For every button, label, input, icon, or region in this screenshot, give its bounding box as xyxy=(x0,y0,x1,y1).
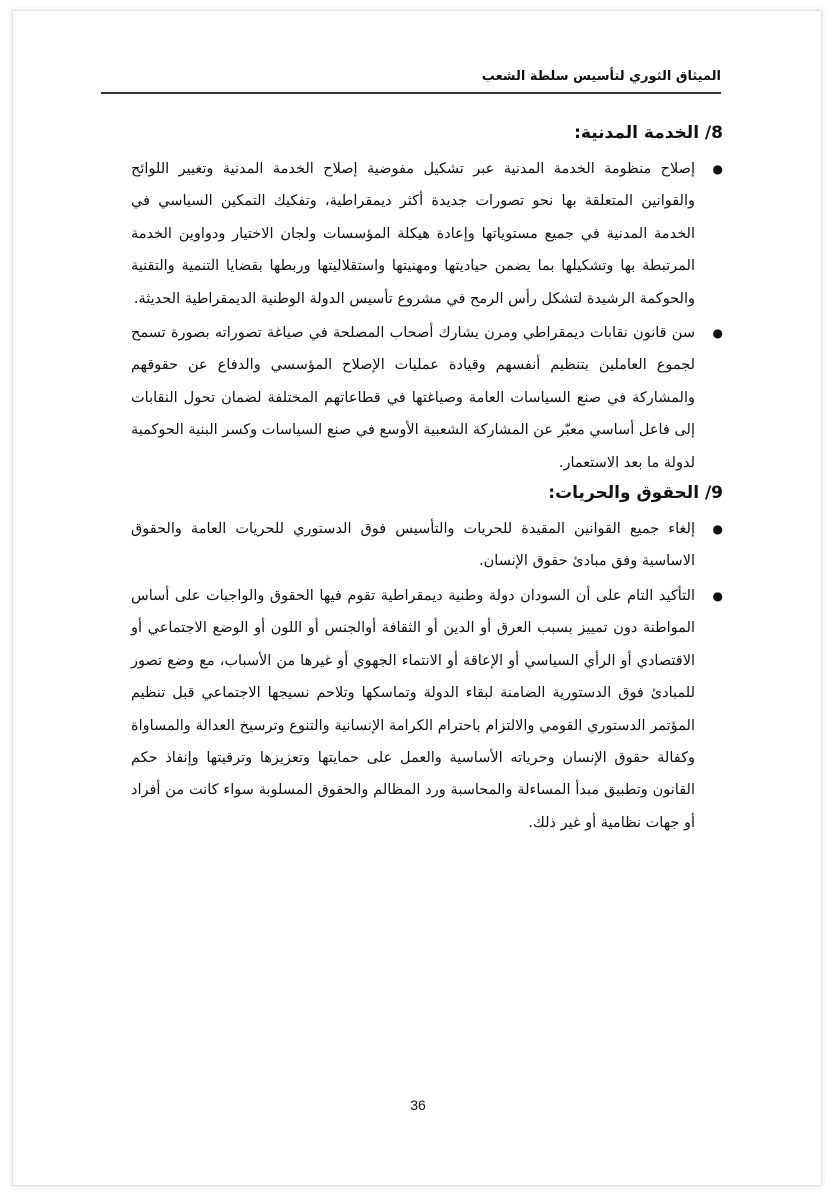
bullet-icon: ● xyxy=(712,522,723,537)
bullet-list xyxy=(131,513,723,839)
list-item-text: التأكيد التام على أن السودان دولة وطنية ديمقراطية تقوم فيها الحقوق والواجبات على أساس المواطنة دون تمييز بسبب العرق أو الدين أو الثقافة أوالجنس أو اللون أو الوضع الاجتماعي أو الاقتصادي أو الرأي السياسي أو الإعاقة أو الانتماء الجهوي أو غيرها من الأسباب، مع وضع تصور للمبادئ فوق الدستورية الضامنة لبقاء الدولة وتماسكها وتلاحم نسيجها الاجتماعي قبل تنظيم المؤتمر الدستوري القومي والالتزام باحترام الكرامة الإنسانية والتنوع وترسيخ العدالة والمساواة وكفالة حقوق الإنسان وحرياته الأساسية والعمل على حمايتها وتعزيزها وترقيتها وإنفاذ حكم القانون وتطبيق مبدأ المساءلة والمحاسبة ورد المظالم والحقوق المسلوبة سواء كانت من أفراد أو جهات نظامية أو غير ذلك. xyxy=(131,587,695,831)
section-civil-service xyxy=(131,123,723,479)
page-body xyxy=(131,123,723,841)
list-item-text: إصلاح منظومة الخدمة المدنية عبر تشكيل مفوضية إصلاح الخدمة المدنية وتغيير اللوائح والقوانين المتعلقة بها نحو تصورات جديدة أكثر ديمقراطية، وتفكيك التمكين السياسي في الخدمة المدنية في جميع مستوياتها وإعادة هيكلة المؤسسات ولجان الاختيار ودواوين الخدمة المرتبطة بها وتشكيلها بما يضمن حياديتها ومهنيتها واستقلاليتها وربطها بقضايا التنمية والتقنية والحوكمة الرشيدة لتشكل رأس الرمح في مشروع تأسيس الدولة الوطنية الديمقراطية الحديثة. xyxy=(131,161,695,307)
list-item-text: سن قانون نقابات ديمقراطي ومرن يشارك أصحاب المصلحة في صياغة تصوراته بصورة تسمح لجموع العاملين بتنظيم أنفسهم وقيادة عمليات الإصلاح المؤسسي والدفاع عن حقوقهم والمشاركة في صنع السياسات العامة وصياغتها في قطاعاتهم المختلفة لضمان تحول النقابات إلى فاعل أساسي معبّر عن المشاركة الشعبية الأوسع في صنع السياسات وكسر البنية الحوكمية لدولة ما بعد الاستعمار. xyxy=(131,325,695,471)
list-item xyxy=(131,317,723,479)
list-item xyxy=(131,580,723,839)
running-header: الميثاق الثوري لتأسيس سلطة الشعب xyxy=(101,69,721,94)
bullet-icon: ● xyxy=(712,326,723,341)
bullet-icon: ● xyxy=(712,162,723,176)
bullet-icon: ● xyxy=(712,588,723,603)
bullet-list xyxy=(131,153,723,479)
list-item-text: إلغاء جميع القوانين المقيدة للحريات والتأسيس فوق الدستوري للحريات العامة والحقوق الاساسية وفق مبادئ حقوق الإنسان. xyxy=(131,521,695,570)
section-heading: 8/ الخدمة المدنية: xyxy=(574,123,723,143)
document-page xyxy=(12,10,822,1186)
page-number: 36 xyxy=(410,1097,426,1113)
section-rights-freedoms xyxy=(131,483,723,839)
list-item xyxy=(131,153,723,315)
section-heading: 9/ الحقوق والحريات: xyxy=(548,483,723,504)
list-item xyxy=(131,513,723,578)
